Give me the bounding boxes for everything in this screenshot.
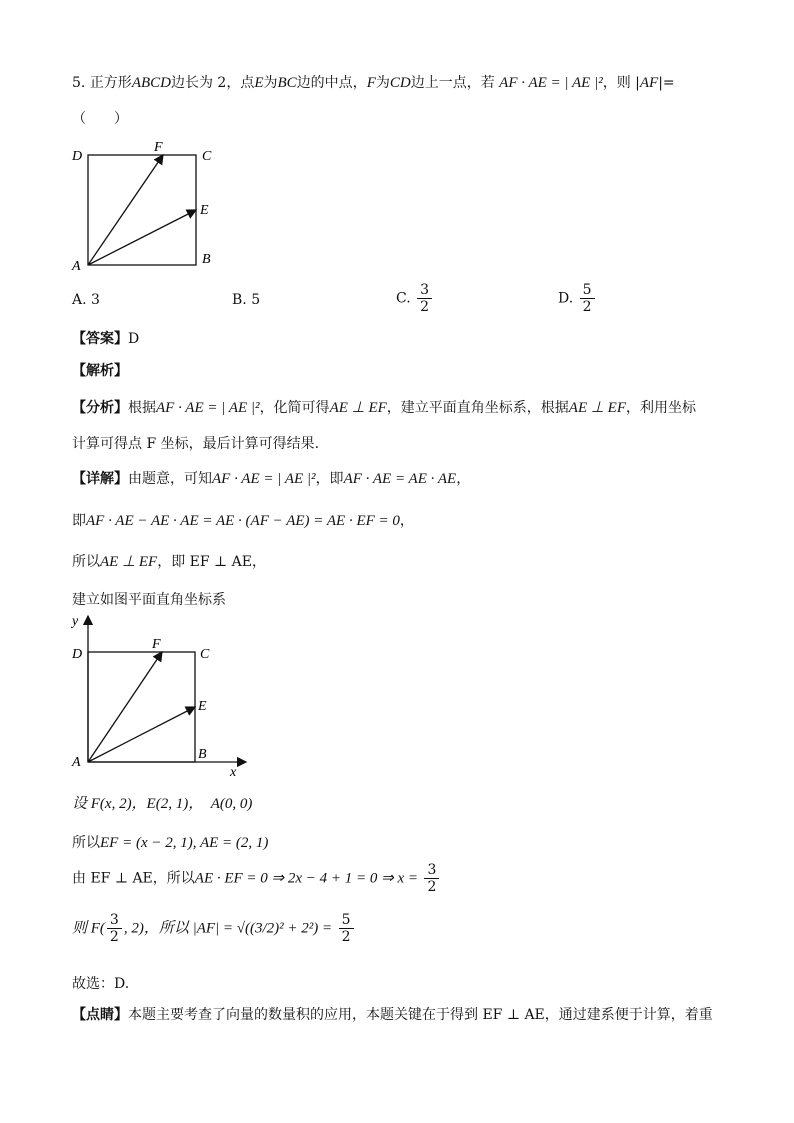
question-blank: （ ）	[72, 111, 128, 127]
solution-line-1: 设 F(x, 2)，E(2, 1)， A(0, 0)	[72, 796, 253, 812]
fenxi-line-2: 计算可得点 F 坐标，最后计算可得结果.	[72, 436, 320, 452]
question-number: 5.	[72, 75, 86, 91]
solution-line-3: 由 EF ⊥ AE，所以AE · EF = 0 ⇒ 2x − 4 + 1 = 0 ⇒ x = $\frac{3}{2}$	[72, 862, 441, 895]
condition-equation: AF · AE = | AE |²	[499, 75, 603, 91]
solution-line-2: 所以EF = (x − 2, 1), AE = (2, 1)	[72, 835, 269, 851]
label-b: B	[202, 252, 211, 267]
label-e-2: E	[198, 699, 207, 714]
question-stem: 5. 正方形ABCD边长为 2，点E为BC边的中点，F为CD边上一点，若 AF · AE = | AE |²，则 |AF|=	[72, 75, 675, 91]
label-d: D	[72, 149, 83, 164]
vector-af-2	[88, 652, 162, 762]
label-d-2: D	[72, 647, 83, 662]
label-b-2: B	[198, 747, 207, 762]
option-d[interactable]: D. $\frac{5}{2}$	[558, 282, 597, 315]
option-b[interactable]: B. 5	[232, 292, 261, 308]
label-c: C	[202, 149, 212, 164]
solution-line-4: 则 F( $\frac{3}{2}$ , 2)，所以 |AF| = √((3/2)² + 2²) = $\frac{5}{2}$	[72, 912, 356, 945]
label-a: A	[72, 259, 81, 274]
option-a[interactable]: A. 3	[72, 292, 100, 308]
guxuan-line: 故选：D.	[72, 976, 130, 992]
answer-line: 【答案】D	[72, 331, 140, 347]
label-a-2: A	[72, 755, 81, 770]
xiangjie-line-2: 即AF · AE − AE · AE = AE · (AF − AE) = AE · EF = 0，	[72, 513, 414, 529]
option-c[interactable]: C. $\frac{3}{2}$	[396, 282, 434, 315]
vector-ae-2	[88, 707, 195, 762]
xiangjie-line-1: 【详解】由题意，可知AF · AE = | AE |²，即AF · AE = AE · AE，	[72, 471, 471, 487]
square-abcd	[88, 155, 196, 265]
label-x: x	[230, 765, 237, 780]
vector-af	[88, 155, 163, 265]
label-f: F	[154, 140, 163, 155]
square-abcd-2	[88, 652, 195, 762]
dianjing-line: 【点睛】本题主要考查了向量的数量积的应用，本题关键在于得到 EF ⊥ AE，通过建系便于计算，着重	[72, 1007, 713, 1023]
xiangjie-line-3: 所以AE ⊥ EF，即 EF ⊥ AE，	[72, 554, 266, 570]
answer-value: D	[128, 331, 140, 347]
xiangjie-line-4: 建立如图平面直角坐标系	[72, 592, 226, 608]
label-y: y	[72, 614, 79, 629]
fenxi-line-1: 【分析】根据AF · AE = | AE |²，化简可得AE ⊥ EF，建立平面直角坐标系，根据AE ⊥ EF，利用坐标	[72, 400, 696, 416]
figure-square-1	[68, 140, 228, 275]
label-c-2: C	[200, 647, 210, 662]
label-e: E	[200, 203, 209, 218]
vector-ae	[88, 210, 196, 265]
analysis-heading: 【解析】	[72, 363, 128, 379]
label-f-2: F	[152, 637, 161, 652]
figure-square-2	[66, 612, 256, 780]
